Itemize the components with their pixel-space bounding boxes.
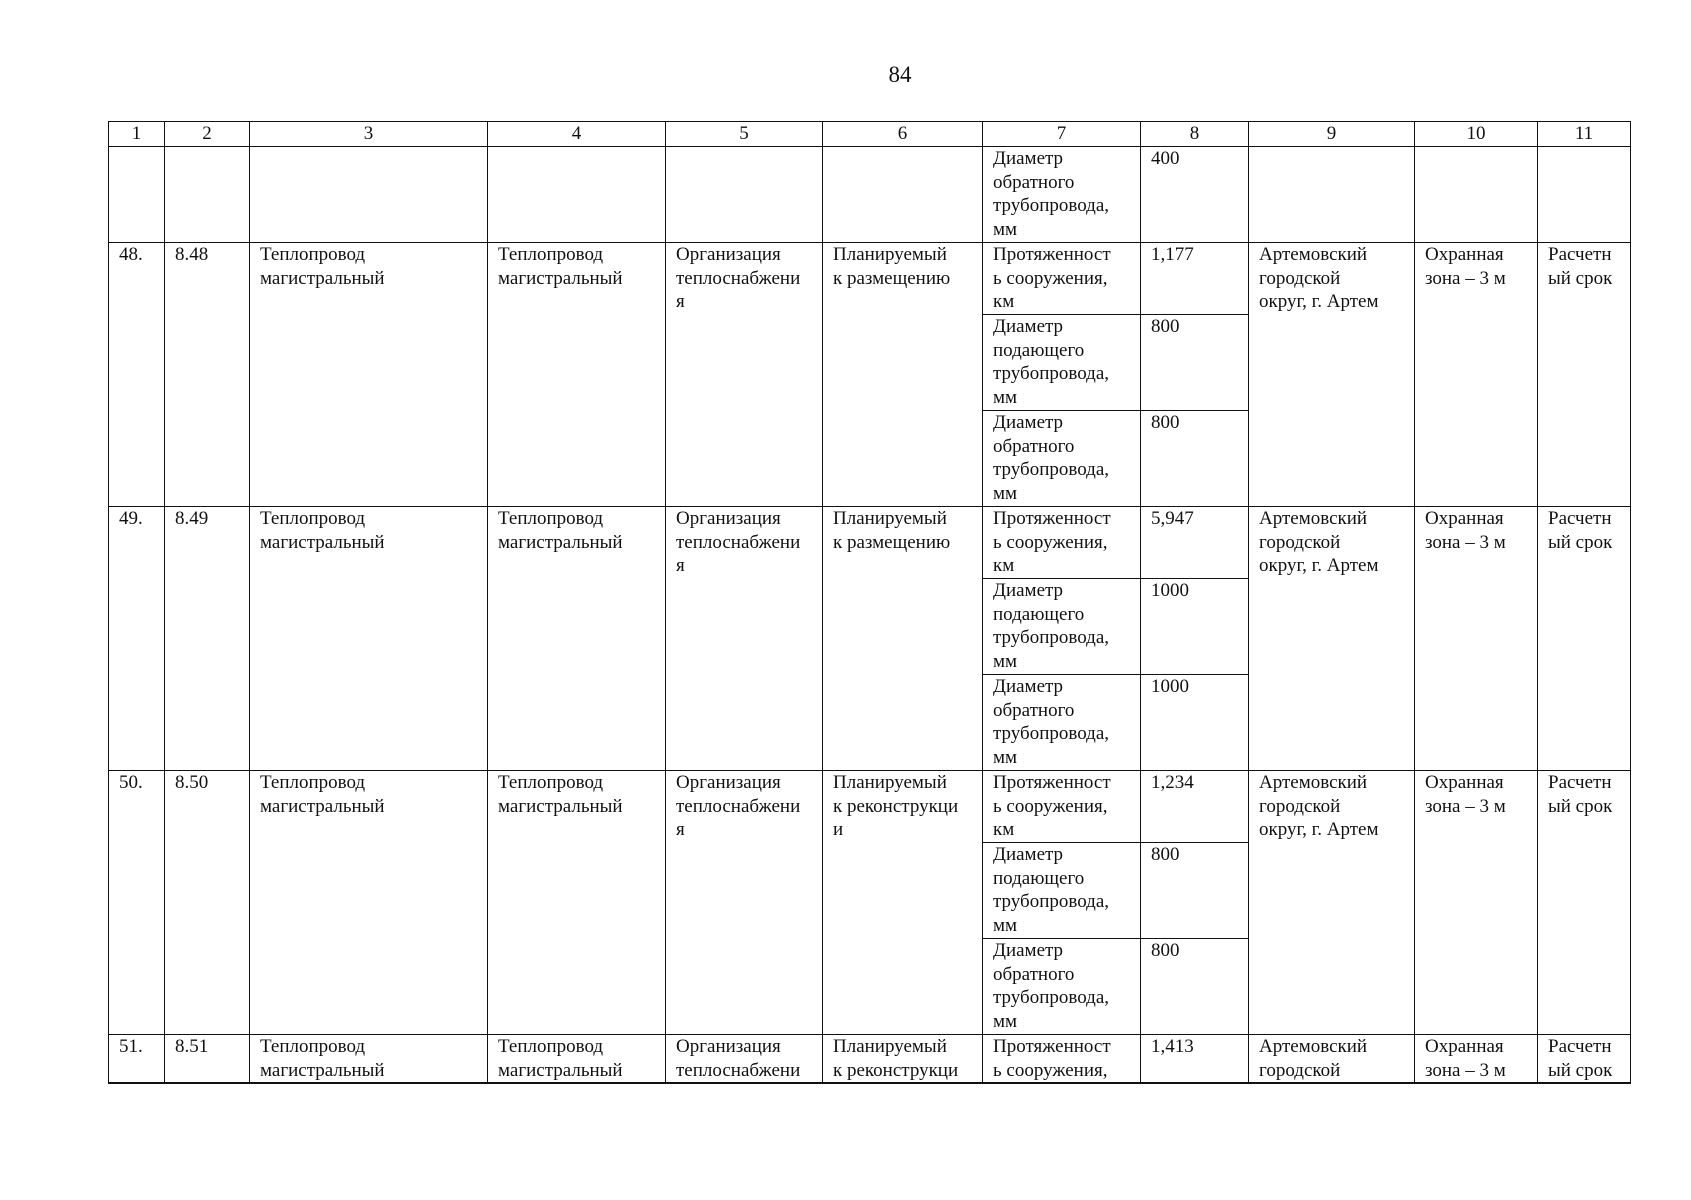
object-name: Теплопровод магистральный [250, 243, 488, 507]
object-purpose: Организация теплоснабжени [666, 1035, 823, 1084]
parameter-value-cell: 800 [1141, 939, 1249, 1035]
object-kind: Теплопровод магистральный [488, 1035, 666, 1084]
protection-zone: Охранная зона – 3 м [1415, 771, 1538, 1035]
table-row [109, 507, 1631, 579]
parameter-label: Диаметр обратного трубопровода, мм [993, 148, 1110, 240]
empty-cell [823, 147, 983, 243]
parameter-label-cell: Диаметр обратного трубопровода, мм [983, 939, 1141, 1035]
parameter-label-cell: Протяженност ь сооружения, км [983, 507, 1141, 579]
empty-cell [666, 147, 823, 243]
table-row [109, 771, 1631, 843]
row-number: 49. [109, 507, 165, 771]
parameter-label-cell: Диаметр подающего трубопровода, мм [983, 315, 1141, 411]
parameter-value-cell: 1,234 [1141, 771, 1249, 843]
row-number: 48. [109, 243, 165, 507]
table-row [109, 243, 1631, 315]
column-header-6: 6 [823, 122, 983, 147]
table-row-partial [109, 1035, 1631, 1084]
parameter-value-cell: 5,947 [1141, 507, 1249, 579]
parameter-value-cell: 800 [1141, 315, 1249, 411]
empty-cell [488, 147, 666, 243]
column-header-9: 9 [1249, 122, 1415, 147]
column-header-2: 2 [165, 122, 250, 147]
object-location: Артемовский городской округ, г. Артем [1249, 243, 1415, 507]
column-header-5: 5 [666, 122, 823, 147]
column-header-7: 7 [983, 122, 1141, 147]
parameter-label-cell: Диаметр подающего трубопровода, мм [983, 843, 1141, 939]
object-code: 8.48 [165, 243, 250, 507]
object-kind: Теплопровод магистральный [488, 243, 666, 507]
continuation-row [109, 147, 1631, 243]
implementation-term: Расчетн ый срок [1538, 1035, 1631, 1084]
column-header-8: 8 [1141, 122, 1249, 147]
parameter-value-cell: 800 [1141, 843, 1249, 939]
parameter-value: 400 [1151, 148, 1180, 169]
column-header-3: 3 [250, 122, 488, 147]
object-name: Теплопровод магистральный [250, 1035, 488, 1084]
object-purpose: Организация теплоснабжени я [666, 243, 823, 507]
empty-cell [1249, 147, 1415, 243]
empty-cell [109, 147, 165, 243]
empty-cell [250, 147, 488, 243]
parameter-value-cell: 1,177 [1141, 243, 1249, 315]
parameter-label-cell [983, 147, 1141, 243]
parameter-value-cell [1141, 147, 1249, 243]
object-location: Артемовский городской округ, г. Артем [1249, 771, 1415, 1035]
protection-zone: Охранная зона – 3 м [1415, 1035, 1538, 1084]
parameter-value-cell: 1000 [1141, 579, 1249, 675]
empty-cell [165, 147, 250, 243]
empty-cell [1415, 147, 1538, 243]
protection-zone: Охранная зона – 3 м [1415, 507, 1538, 771]
parameter-label-cell: Диаметр обратного трубопровода, мм [983, 675, 1141, 771]
object-purpose: Организация теплоснабжени я [666, 507, 823, 771]
parameter-label-cell: Протяженност ь сооружения, км [983, 243, 1141, 315]
object-name: Теплопровод магистральный [250, 771, 488, 1035]
column-header-11: 11 [1538, 122, 1631, 147]
object-kind: Теплопровод магистральный [488, 771, 666, 1035]
object-status: Планируемый к реконструкци [823, 1035, 983, 1084]
parameter-label-cell: Диаметр подающего трубопровода, мм [983, 579, 1141, 675]
object-code: 8.49 [165, 507, 250, 771]
page-number: 84 [888, 62, 912, 87]
object-name: Теплопровод магистральный [250, 507, 488, 771]
object-status: Планируемый к реконструкци и [823, 771, 983, 1035]
object-status: Планируемый к размещению [823, 507, 983, 771]
protection-zone: Охранная зона – 3 м [1415, 243, 1538, 507]
object-location: Артемовский городской округ, г. Артем [1249, 507, 1415, 771]
parameter-value-cell: 800 [1141, 411, 1249, 507]
parameter-label-cell: Протяженност ь сооружения, [983, 1035, 1141, 1084]
parameter-value-cell: 1000 [1141, 675, 1249, 771]
parameter-value-cell: 1,413 [1141, 1035, 1249, 1084]
implementation-term: Расчетн ый срок [1538, 507, 1631, 771]
parameter-label-cell: Протяженност ь сооружения, км [983, 771, 1141, 843]
column-header-1: 1 [109, 122, 165, 147]
object-code: 8.51 [165, 1035, 250, 1084]
object-code: 8.50 [165, 771, 250, 1035]
parameter-label-cell: Диаметр обратного трубопровода, мм [983, 411, 1141, 507]
object-purpose: Организация теплоснабжени я [666, 771, 823, 1035]
row-number: 51. [109, 1035, 165, 1084]
implementation-term: Расчетн ый срок [1538, 771, 1631, 1035]
empty-cell [1538, 147, 1631, 243]
heat-pipeline-registry-table [108, 121, 1631, 1084]
column-number-header-row [109, 122, 1631, 147]
object-status: Планируемый к размещению [823, 243, 983, 507]
object-location: Артемовский городской [1249, 1035, 1415, 1084]
object-kind: Теплопровод магистральный [488, 507, 666, 771]
column-header-4: 4 [488, 122, 666, 147]
column-header-10: 10 [1415, 122, 1538, 147]
row-number: 50. [109, 771, 165, 1035]
implementation-term: Расчетн ый срок [1538, 243, 1631, 507]
